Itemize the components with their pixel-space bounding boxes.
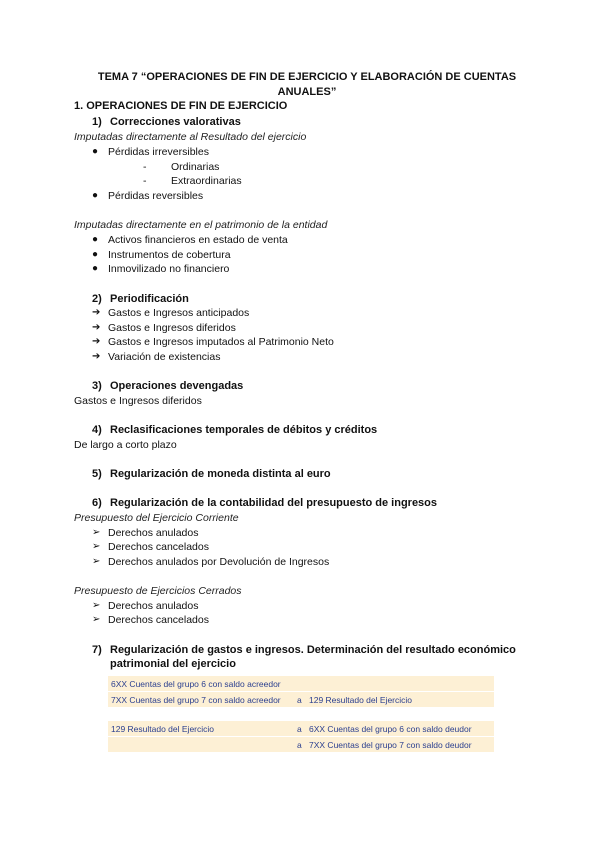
list-item: Derechos anulados <box>108 527 199 539</box>
table-row <box>108 676 494 691</box>
table-cell-left: 7XX Cuentas del grupo 7 con saldo acreedor <box>111 695 281 705</box>
subheading-patrimonio: Imputadas directamente en el patrimonio de la entidad <box>74 219 328 231</box>
table-row <box>108 737 494 752</box>
arrow-right-icon: ➔ <box>92 307 101 318</box>
table-cell-right: 7XX Cuentas del grupo 7 con saldo deudor <box>309 740 472 750</box>
dash-icon: - <box>143 161 147 173</box>
subheading-cerrados: Presupuesto de Ejercicios Cerrados <box>74 585 242 597</box>
section-title: Periodificación <box>110 293 189 305</box>
subheading-corriente: Presupuesto del Ejercicio Corriente <box>74 512 239 524</box>
bullet-dot-icon: ● <box>92 249 99 260</box>
section-5-heading <box>92 468 331 480</box>
section-3-heading <box>92 380 243 392</box>
list-item: Pérdidas reversibles <box>108 190 204 202</box>
list-item: Derechos cancelados <box>108 614 209 626</box>
bullet-dot-icon: ● <box>92 190 99 201</box>
table-cell-right: 6XX Cuentas del grupo 6 con saldo deudor <box>309 724 472 734</box>
section-title: Regularización de gastos e ingresos. Determinación del resultado económico <box>110 644 516 656</box>
list-item: Variación de existencias <box>108 351 221 363</box>
dash-icon: - <box>143 175 147 187</box>
arrow-right-icon: ➔ <box>92 351 101 362</box>
section-title-line2: patrimonial del ejercicio <box>110 658 236 670</box>
arrow-right-icon: ➔ <box>92 336 101 347</box>
section-number: 1) <box>92 116 102 128</box>
list-item: Inmovilizado no financiero <box>108 263 230 275</box>
bullet-dot-icon: ● <box>92 263 99 274</box>
table-cell-left: 129 Resultado del Ejercicio <box>111 724 215 734</box>
section-number: 7) <box>92 644 102 656</box>
section-text: De largo a corto plazo <box>74 439 177 451</box>
sub-list-item: Ordinarias <box>171 161 220 173</box>
section-title: Correcciones valorativas <box>110 116 241 128</box>
list-item: Derechos anulados por Devolución de Ingresos <box>108 556 330 568</box>
bullet-dot-icon: ● <box>92 234 99 245</box>
triangle-bullet-icon: ➢ <box>92 600 101 611</box>
section-number: 4) <box>92 424 102 436</box>
section-text: Gastos e Ingresos diferidos <box>74 395 202 407</box>
triangle-bullet-icon: ➢ <box>92 541 101 552</box>
list-item: Gastos e Ingresos diferidos <box>108 322 236 334</box>
subheading-resultado: Imputadas directamente al Resultado del ejercicio <box>74 131 307 143</box>
triangle-bullet-icon: ➢ <box>92 527 101 538</box>
list-item: Gastos e Ingresos anticipados <box>108 307 250 319</box>
table-cell-a: a <box>297 740 302 750</box>
section-number: 5) <box>92 468 102 480</box>
heading-operaciones: 1. OPERACIONES DE FIN DE EJERCICIO <box>74 100 288 112</box>
triangle-bullet-icon: ➢ <box>92 614 101 625</box>
document-title: TEMA 7 “OPERACIONES DE FIN DE EJERCICIO Y ELABORACIÓN DE CUENTAS ANUALES” <box>97 71 517 98</box>
bullet-dot-icon: ● <box>92 146 99 157</box>
section-6-heading <box>92 497 437 509</box>
list-item: Derechos cancelados <box>108 541 209 553</box>
table-row <box>108 721 494 736</box>
section-number: 2) <box>92 293 102 305</box>
table-cell-right: 129 Resultado del Ejercicio <box>309 695 413 705</box>
section-title: Reclasificaciones temporales de débitos y créditos <box>110 424 378 436</box>
list-item: Gastos e Ingresos imputados al Patrimonio Neto <box>108 336 334 348</box>
sub-list-item: Extraordinarias <box>171 175 242 187</box>
section-1-heading <box>92 116 241 128</box>
section-title: Regularización de moneda distinta al euro <box>110 468 331 480</box>
table-cell-a: a <box>297 724 302 734</box>
section-7-heading <box>92 644 516 656</box>
section-4-heading <box>92 424 377 436</box>
section-number: 3) <box>92 380 102 392</box>
list-item: Pérdidas irreversibles <box>108 146 209 158</box>
section-2-heading <box>92 293 189 305</box>
arrow-right-icon: ➔ <box>92 322 101 333</box>
table-row <box>108 692 494 707</box>
list-item: Derechos anulados <box>108 600 199 612</box>
list-item: Activos financieros en estado de venta <box>108 234 288 246</box>
triangle-bullet-icon: ➢ <box>92 556 101 567</box>
section-number: 6) <box>92 497 102 509</box>
table-cell-left: 6XX Cuentas del grupo 6 con saldo acreedor <box>111 679 281 689</box>
table-cell-a: a <box>297 695 302 705</box>
list-item: Instrumentos de cobertura <box>108 249 231 261</box>
section-title: Operaciones devengadas <box>110 380 244 392</box>
section-title: Regularización de la contabilidad del presupuesto de ingresos <box>110 497 438 509</box>
